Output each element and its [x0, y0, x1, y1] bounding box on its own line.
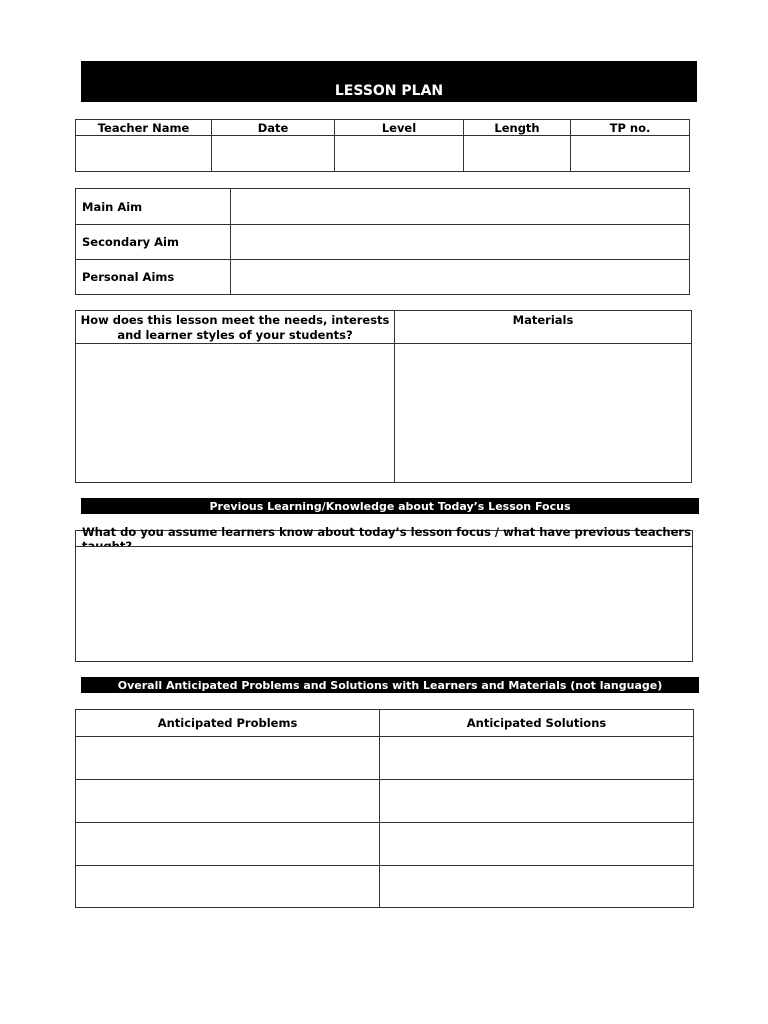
materials-answer-area[interactable]	[394, 343, 692, 483]
info-header-teacher-name: Teacher Name	[75, 119, 212, 136]
main-aim-label: Main Aim	[75, 188, 231, 225]
info-header-date: Date	[211, 119, 335, 136]
info-header-level: Level	[334, 119, 464, 136]
materials-header: Materials	[394, 310, 692, 344]
personal-aims-field[interactable]	[230, 259, 690, 295]
solution-field-3[interactable]	[379, 822, 694, 866]
teacher-name-field[interactable]	[75, 135, 212, 172]
needs-question-line1: How does this lesson meet the needs, interests	[80, 313, 390, 327]
tp-no-field[interactable]	[570, 135, 690, 172]
previous-learning-question: What do you assume learners know about today’s lesson focus / what have previous teachers	[75, 530, 693, 547]
date-field[interactable]	[211, 135, 335, 172]
secondary-aim-label: Secondary Aim	[75, 224, 231, 260]
main-aim-field[interactable]	[230, 188, 690, 225]
level-field[interactable]	[334, 135, 464, 172]
problem-field-4[interactable]	[75, 865, 380, 908]
lesson-plan-title-bar	[81, 61, 697, 102]
solution-field-2[interactable]	[379, 779, 694, 823]
problem-field-2[interactable]	[75, 779, 380, 823]
solution-field-4[interactable]	[379, 865, 694, 908]
secondary-aim-field[interactable]	[230, 224, 690, 260]
anticipated-solutions-header: Anticipated Solutions	[379, 709, 694, 737]
solution-field-1[interactable]	[379, 736, 694, 780]
anticipated-problems-bar-title: Overall Anticipated Problems and Solutions with Learners and Materials (not language)	[117, 678, 663, 692]
page-title: LESSON PLAN	[334, 82, 444, 99]
previous-learning-bar	[81, 498, 699, 514]
needs-question-line2: and learner styles of your students?	[117, 328, 353, 342]
anticipated-problems-header: Anticipated Problems	[75, 709, 380, 737]
needs-question-header	[75, 310, 395, 344]
problem-field-1[interactable]	[75, 736, 380, 780]
info-header-tp-no: TP no.	[570, 119, 690, 136]
personal-aims-label: Personal Aims	[75, 259, 231, 295]
previous-learning-bar-title: Previous Learning/Knowledge about Today’s Lesson Focus	[209, 499, 571, 513]
info-header-length: Length	[463, 119, 571, 136]
anticipated-problems-bar	[81, 677, 699, 693]
problem-field-3[interactable]	[75, 822, 380, 866]
previous-learning-answer-area[interactable]	[75, 546, 693, 662]
length-field[interactable]	[463, 135, 571, 172]
needs-answer-area[interactable]	[75, 343, 395, 483]
